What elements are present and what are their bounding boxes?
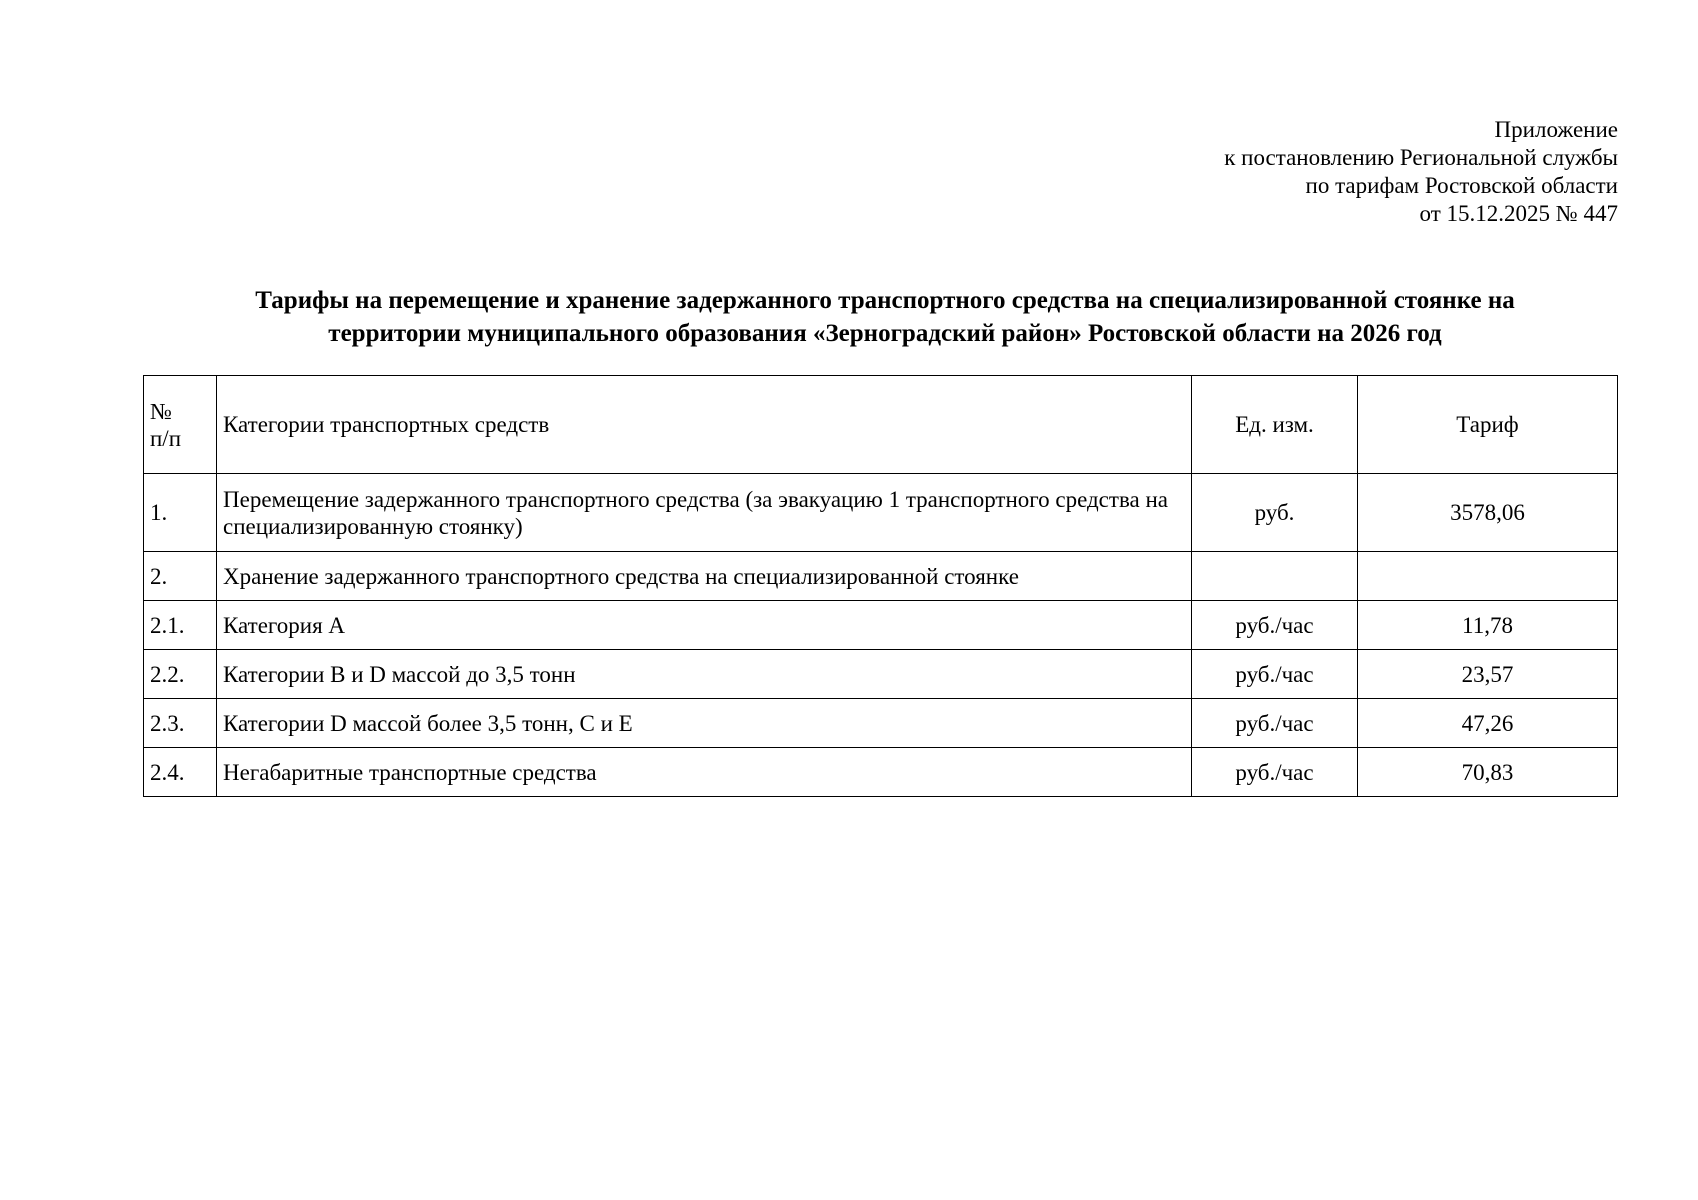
title-line: Тарифы на перемещение и хранение задержанного транспортного средства на специализированной стоянке на <box>255 287 1515 314</box>
row-category: Категории D массой более 3,5 тонн, С и Е <box>217 699 1192 748</box>
row-tariff: 70,83 <box>1358 748 1618 797</box>
row-number: 1. <box>144 474 217 552</box>
appendix-line: Приложение <box>1494 117 1618 142</box>
row-category: Категория А <box>217 601 1192 650</box>
table-row <box>144 650 1618 699</box>
row-unit: руб./час <box>1192 601 1358 650</box>
table-header-row <box>144 376 1618 474</box>
header-category: Категории транспортных средств <box>217 376 1192 474</box>
row-tariff: 47,26 <box>1358 699 1618 748</box>
row-category: Перемещение задержанного транспортного средства (за эвакуацию 1 транспортного средства на специализированную стоянку) <box>217 474 1192 552</box>
row-number: 2.3. <box>144 699 217 748</box>
row-category: Хранение задержанного транспортного средства на специализированной стоянке <box>217 552 1192 601</box>
row-unit: руб. <box>1192 474 1358 552</box>
tariff-table <box>143 375 1618 797</box>
header-number-label: п/п <box>150 425 182 451</box>
row-number: 2. <box>144 552 217 601</box>
table-row <box>144 748 1618 797</box>
header-number-sign: № <box>150 398 172 424</box>
row-unit: руб./час <box>1192 650 1358 699</box>
row-unit: руб./час <box>1192 748 1358 797</box>
document-title <box>150 284 1620 350</box>
appendix-line: по тарифам Ростовской области <box>1305 173 1618 198</box>
row-number: 2.1. <box>144 601 217 650</box>
row-category: Негабаритные транспортные средства <box>217 748 1192 797</box>
row-tariff: 3578,06 <box>1358 474 1618 552</box>
appendix-block <box>1224 116 1618 228</box>
header-unit: Ед. изм. <box>1192 376 1358 474</box>
header-tariff: Тариф <box>1358 376 1618 474</box>
row-tariff: 23,57 <box>1358 650 1618 699</box>
table-row <box>144 552 1618 601</box>
row-category: Категории В и D массой до 3,5 тонн <box>217 650 1192 699</box>
appendix-line: от 15.12.2025 № 447 <box>1419 201 1618 226</box>
header-number-cell <box>144 376 217 474</box>
row-number: 2.2. <box>144 650 217 699</box>
row-number: 2.4. <box>144 748 217 797</box>
row-unit: руб./час <box>1192 699 1358 748</box>
table-row <box>144 474 1618 552</box>
row-unit <box>1192 552 1358 601</box>
row-tariff <box>1358 552 1618 601</box>
row-tariff: 11,78 <box>1358 601 1618 650</box>
appendix-line: к постановлению Региональной службы <box>1224 145 1618 170</box>
table-row <box>144 699 1618 748</box>
table-row <box>144 601 1618 650</box>
title-line: территории муниципального образования «Зерноградский район» Ростовской области на 2026 год <box>328 320 1442 347</box>
